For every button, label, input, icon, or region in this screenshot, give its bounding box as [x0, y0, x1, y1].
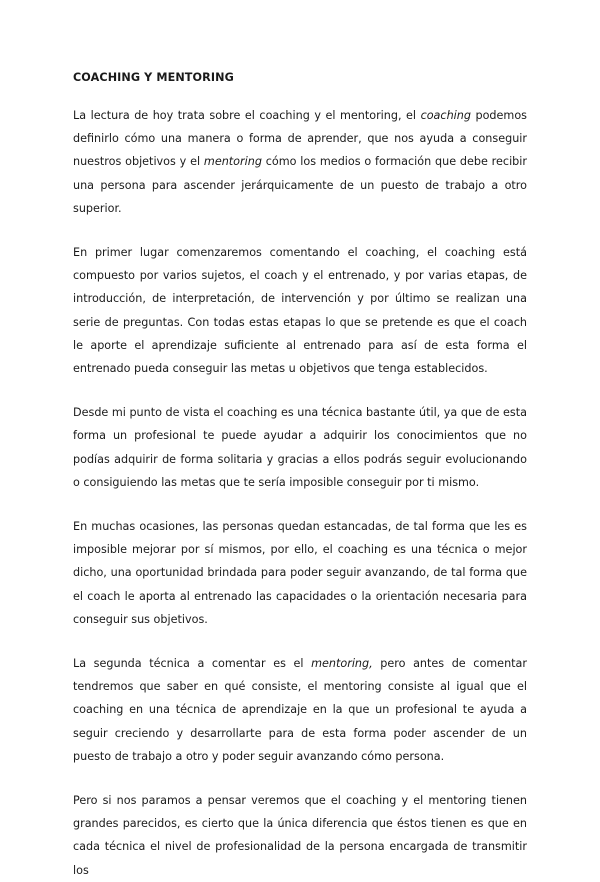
paragraph-5 — [73, 652, 527, 768]
paragraph-1-coaching-italic: coaching — [420, 109, 471, 122]
paragraph-6: Pero si nos paramos a pensar veremos que el coaching y el mentoring tienen grandes parecidos, es cierto que la única diferencia que éstos tienen es que en cada técnica el nivel de profesionalidad de la persona encargada de transmitir los — [73, 794, 527, 877]
paragraph-3: Desde mi punto de vista el coaching es una técnica bastante útil, ya que de esta forma un profesional te puede ayudar a adquirir los conocimientos que no podías adquirir de forma solitaria y gracias a ellos podrás seguir evolucionando o consiguiendo las metas que te sería imposible conseguir por ti mismo. — [73, 406, 527, 489]
paragraph-2: En primer lugar comenzaremos comentando el coaching, el coaching está compuesto por varios sujetos, el coach y el entrenado, y por varias etapas, de introducción, de interpretación, de intervención y por último se realizan una serie de preguntas. Con todas estas etapas lo que se pretende es que el coach le aporte el aprendizaje suficiente al entrenado para así de esta forma el entrenado pueda conseguir las metas u objetivos que tenga establecidos. — [73, 246, 527, 376]
paragraph-1-mentoring-italic: mentoring — [203, 155, 262, 169]
document-title: COACHING Y MENTORING — [73, 71, 234, 84]
paragraph-1-text-c: podemos definirlo cómo una manera o forma de aprender, que nos ayuda a conseguir nuestros objetivos y el — [73, 109, 527, 169]
paragraph-1-text-e: cómo los medios o formación que debe recibir una persona para ascender jerárquicamente de un puesto de trabajo a otro superior. — [73, 155, 527, 215]
paragraph-1-text-a: La lectura de hoy trata sobre el coaching y el mentoring, el — [73, 109, 421, 122]
paragraph-1 — [73, 104, 527, 220]
paragraph-5-mentoring-italic: mentoring, — [311, 657, 373, 671]
paragraph-4: En muchas ocasiones, las personas quedan estancadas, de tal forma que les es imposible mejorar por sí mismos, por ello, el coaching es una técnica o mejor dicho, una oportunidad brindada para poder seguir avanzando, de tal forma que el coach le aporta al entrenado las capacidades o la orientación necesaria para conseguir sus objetivos. — [73, 520, 527, 626]
paragraph-5-text-a: La segunda técnica a comentar es el — [73, 657, 312, 671]
paragraph-5-text-c: pero antes de comentar tendremos que saber en qué consiste, el mentoring consiste al igual que el coaching en una técnica de aprendizaje en la que un profesional te ayuda a seguir creciendo y desarrollarte para de esta forma poder ascender de un puesto de trabajo a otro y poder seguir avanzando cómo persona. — [73, 657, 527, 763]
